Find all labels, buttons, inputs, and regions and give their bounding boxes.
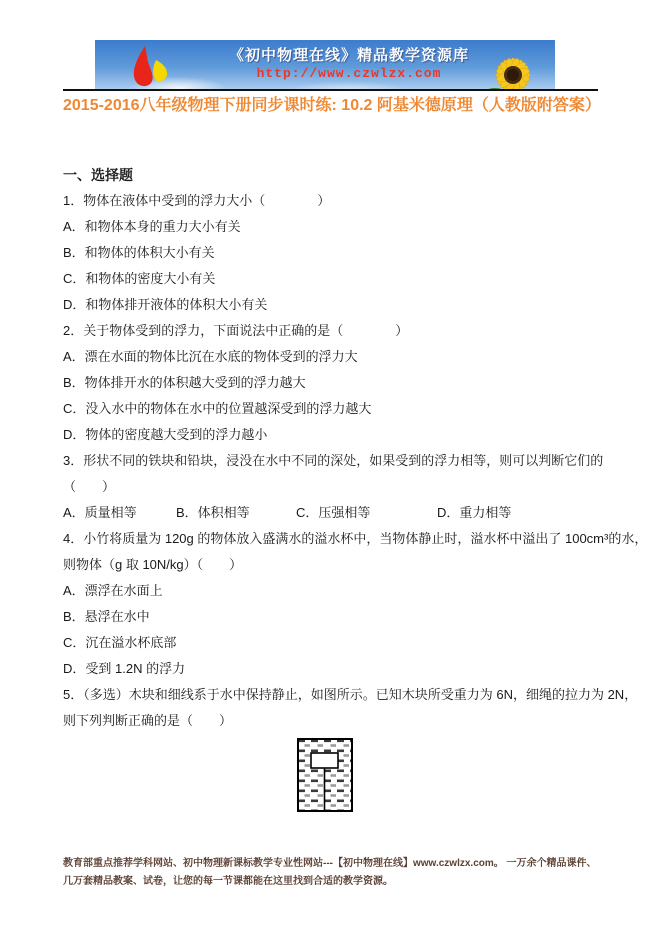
q2-stem: 2．关于物体受到的浮力，下面说法中正确的是（ ） — [63, 323, 409, 338]
section-heading: 一、选择题 — [63, 167, 133, 183]
site-banner — [95, 40, 555, 89]
q4-option-d: D．受到 1.2N 的浮力 — [63, 661, 186, 676]
q1-option-a: A．和物体本身的重力大小有关 — [63, 219, 241, 234]
q1-stem: 1．物体在液体中受到的浮力大小（ ） — [63, 193, 331, 208]
q3-option-d: D．重力相等 — [437, 505, 512, 520]
site-url-link[interactable]: http://www.czwlzx.com — [256, 66, 442, 81]
site-title: 《初中物理在线》精品教学资源库 — [228, 47, 469, 64]
page-title: 2015-2016八年级物理下册同步课时练: 10.2 阿基米德原理（人教版附答案） — [63, 97, 601, 114]
q4-stem-line2: 则物体（g 取 10N/kg）（ ） — [63, 557, 243, 572]
q1-option-b: B．和物体的体积大小有关 — [63, 245, 215, 260]
q4-stem-line1: 4．小竹将质量为 120g 的物体放入盛满水的溢水杯中，当物体静止时，溢水杯中溢出了 100cm³的水， — [63, 531, 648, 546]
q3-options-row — [63, 500, 600, 526]
q3-option-b: B．体积相等 — [176, 505, 250, 520]
q2-option-c: C．没入水中的物体在水中的位置越深受到的浮力越大 — [63, 401, 372, 416]
q2-option-a: A．漂在水面的物体比沉在水底的物体受到的浮力大 — [63, 349, 358, 364]
q3-stem-line2: （ ） — [63, 479, 116, 494]
water-tank-figure-icon — [297, 738, 353, 812]
q3-stem-line1: 3．形状不同的铁块和铅块，浸没在水中不同的深处，如果受到的浮力相等，则可以判断它们的 — [63, 453, 604, 468]
q4-option-a: A．漂浮在水面上 — [63, 583, 163, 598]
footer-line1: 教育部重点推荐学科网站、初中物理新课标教学专业性网站---【初中物理在线】www.czwlzx.com。 一万余个精品课件、 — [63, 858, 597, 869]
q3-option-c: C．压强相等 — [296, 505, 371, 520]
footer-line2: 几万套精品教案、试卷，让您的每一节课都能在这里找到合适的教学资源。 — [63, 876, 393, 887]
q4-option-c: C．沉在溢水杯底部 — [63, 635, 177, 650]
site-logo-flame-icon — [123, 44, 175, 88]
q2-option-d: D．物体的密度越大受到的浮力越小 — [63, 427, 268, 442]
worksheet-body — [63, 162, 648, 812]
q2-option-b: B．物体排开水的体积越大受到的浮力越大 — [63, 375, 306, 390]
banner-divider-rule — [63, 89, 598, 91]
q3-option-a: A．质量相等 — [63, 505, 137, 520]
q5-figure — [297, 738, 353, 812]
q5-stem-line2: 则下列判断正确的是（ ） — [63, 713, 233, 728]
q1-option-c: C．和物体的密度大小有关 — [63, 271, 216, 286]
q1-option-d: D．和物体排开液体的体积大小有关 — [63, 297, 268, 312]
q5-stem-line1: 5．（多选）木块和细线系于水中保持静止，如图所示。已知木块所受重力为 6N，细绳的拉力为 2N， — [63, 687, 638, 702]
sunflower-icon — [477, 50, 543, 89]
q4-option-b: B．悬浮在水中 — [63, 609, 150, 624]
page-footer — [63, 855, 600, 891]
